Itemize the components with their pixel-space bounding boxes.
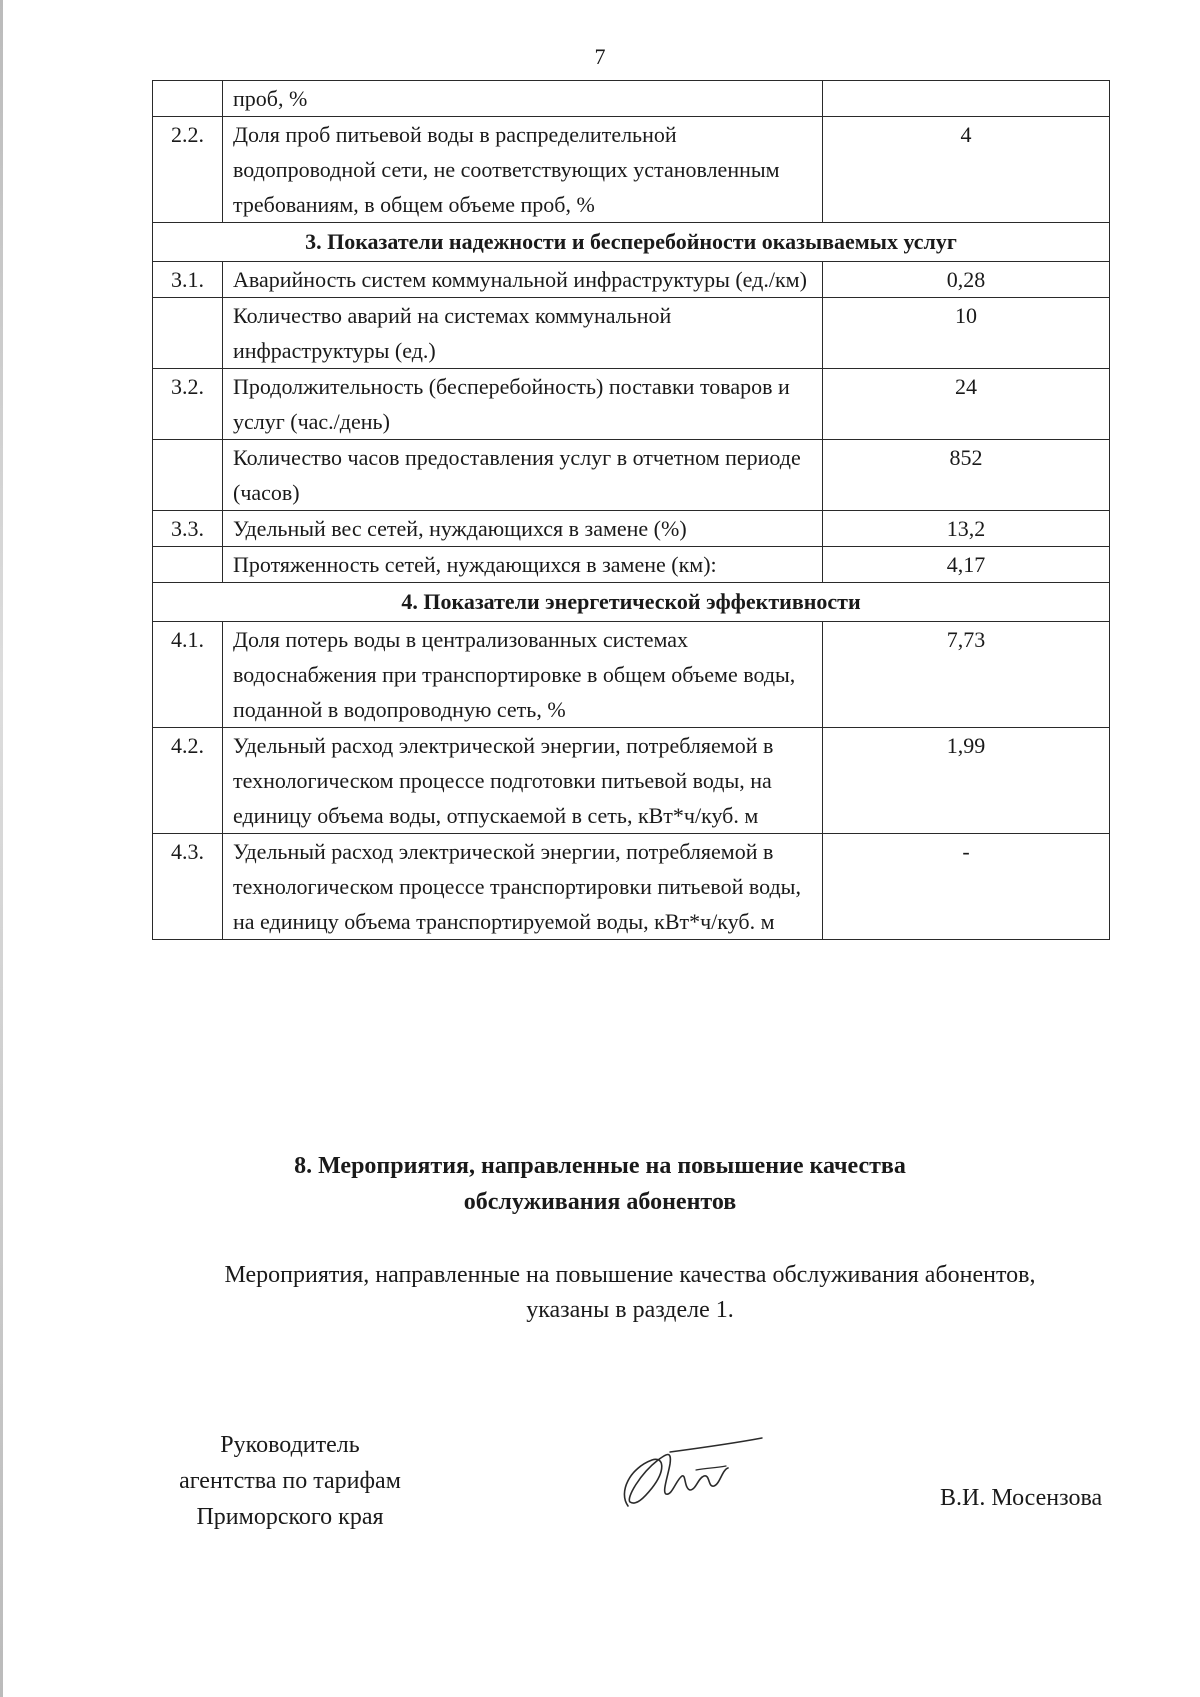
- table-row: [153, 728, 1110, 834]
- scan-edge: [0, 0, 3, 1697]
- section-8-text-line-1: Мероприятия, направленные на повышение качества обслуживания абонентов,: [224, 1262, 1036, 1288]
- row-value: -: [823, 834, 1110, 940]
- row-value: 24: [823, 369, 1110, 440]
- section-header: 4. Показатели энергетической эффективности: [153, 583, 1110, 622]
- table-row: [153, 262, 1110, 298]
- row-description: Доля проб питьевой воды в распределительной водопроводной сети, не соответствующих установленным требованиям, в общем объеме проб, %: [223, 117, 823, 223]
- section-header-row: [153, 223, 1110, 262]
- row-description: Доля потерь воды в централизованных системах водоснабжения при транспортировке в общем объеме воды, поданной в водопроводную сеть, %: [223, 622, 823, 728]
- row-description: Продолжительность (бесперебойность) поставки товаров и услуг (час./день): [223, 369, 823, 440]
- table-row: [153, 547, 1110, 583]
- row-number: 4.3.: [153, 834, 223, 940]
- section-8-text: [130, 1258, 1130, 1328]
- row-description: Протяженность сетей, нуждающихся в замене (км):: [223, 547, 823, 583]
- row-description: Удельный расход электрической энергии, потребляемой в технологическом процессе подготовки питьевой воды, на единицу объема воды, отпускаемой в сеть, кВт*ч/куб. м: [223, 728, 823, 834]
- row-value: 4: [823, 117, 1110, 223]
- table-row: [153, 511, 1110, 547]
- section-header: 3. Показатели надежности и бесперебойности оказываемых услуг: [153, 223, 1110, 262]
- row-number: 3.1.: [153, 262, 223, 298]
- row-description: проб, %: [223, 81, 823, 117]
- row-number: 3.3.: [153, 511, 223, 547]
- indicators-table-body: [153, 81, 1110, 940]
- row-value: 4,17: [823, 547, 1110, 583]
- table-row: [153, 622, 1110, 728]
- handwritten-signature: [600, 1430, 770, 1520]
- row-description: Количество часов предоставления услуг в отчетном периоде (часов): [223, 440, 823, 511]
- row-value: 10: [823, 298, 1110, 369]
- row-value: 1,99: [823, 728, 1110, 834]
- section-8-title-line-1: 8. Мероприятия, направленные на повышение качества: [294, 1153, 906, 1179]
- row-description: Количество аварий на системах коммунальной инфраструктуры (ед.): [223, 298, 823, 369]
- row-description: Удельный расход электрической энергии, потребляемой в технологическом процессе транспортировки питьевой воды, на единицу объема транспортируемой воды, кВт*ч/куб. м: [223, 834, 823, 940]
- table-row: [153, 369, 1110, 440]
- section-header-row: [153, 583, 1110, 622]
- table-row: [153, 834, 1110, 940]
- signer-position-line-2: агентства по тарифам: [179, 1468, 401, 1494]
- row-value: 0,28: [823, 262, 1110, 298]
- row-description: Удельный вес сетей, нуждающихся в замене (%): [223, 511, 823, 547]
- row-number: [153, 298, 223, 369]
- row-value: 13,2: [823, 511, 1110, 547]
- row-value: 852: [823, 440, 1110, 511]
- row-value: 7,73: [823, 622, 1110, 728]
- signer-name: В.И. Мосензова: [940, 1485, 1103, 1511]
- page-number: 7: [594, 44, 606, 69]
- section-8-title-line-2: обслуживания абонентов: [463, 1189, 737, 1215]
- row-number: 2.2.: [153, 117, 223, 223]
- section-8-title: [0, 1148, 1200, 1220]
- row-number: 4.2.: [153, 728, 223, 834]
- table-row: [153, 298, 1110, 369]
- table-row: [153, 117, 1110, 223]
- row-number: [153, 547, 223, 583]
- table-row: [153, 81, 1110, 117]
- row-number: 4.1.: [153, 622, 223, 728]
- section-8-text-line-2: указаны в разделе 1.: [526, 1297, 734, 1323]
- row-value: [823, 81, 1110, 117]
- table-row: [153, 440, 1110, 511]
- signer-position-line-3: Приморского края: [196, 1504, 384, 1530]
- row-number: [153, 440, 223, 511]
- indicators-table: [152, 80, 1110, 940]
- signer-position-line-1: Руководитель: [220, 1432, 360, 1458]
- row-number: [153, 81, 223, 117]
- row-number: 3.2.: [153, 369, 223, 440]
- row-description: Аварийность систем коммунальной инфраструктуры (ед./км): [223, 262, 823, 298]
- signer-position: [150, 1427, 430, 1535]
